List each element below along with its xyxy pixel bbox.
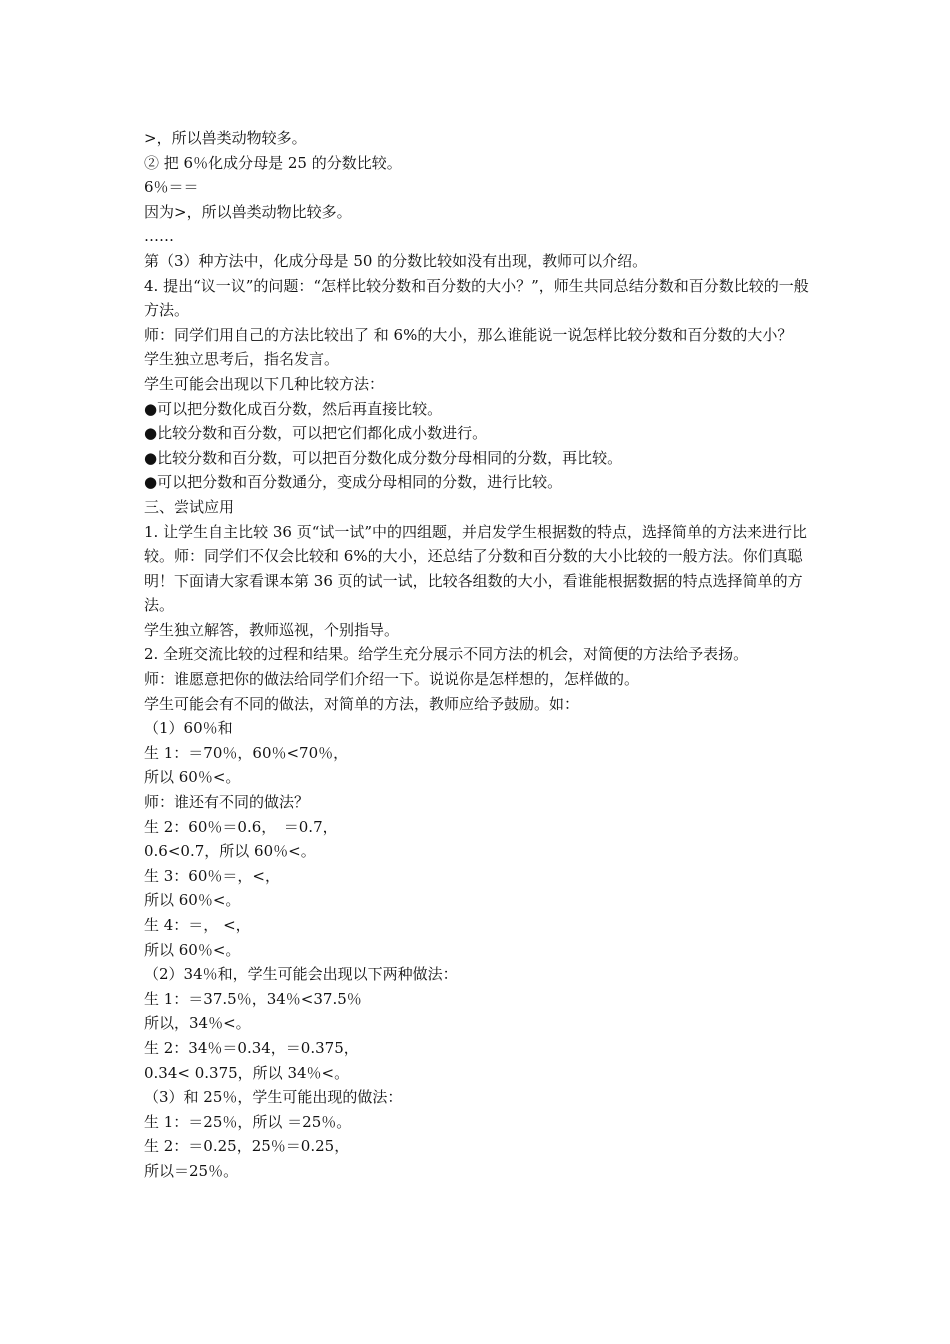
- bullet-item: ●可以把分数和百分数通分，变成分母相同的分数，进行比较。: [144, 473, 563, 492]
- paragraph: 4. 提出“议一议”的问题：“怎样比较分数和百分数的大小？”，师生共同总结分数和百分数比较的一般方法。: [144, 276, 809, 320]
- text-line: 生 1：＝37.5％，34％<37.5％: [144, 989, 362, 1008]
- bullet-item: ●比较分数和百分数，可以把百分数化成分数分母相同的分数，再比较。: [144, 448, 623, 467]
- bullet-item: ●可以把分数化成百分数，然后再直接比较。: [144, 399, 443, 418]
- text-line: 生 1：＝25％，所以 ＝25％。: [144, 1112, 352, 1131]
- text-line: >，所以兽类动物较多。: [144, 129, 307, 147]
- text-line: 所以 60％<。: [144, 940, 241, 959]
- text-line: 6％＝＝: [144, 178, 199, 197]
- text-line: 生 1：＝70％，60％<70％，: [144, 743, 349, 762]
- text-line: 所以，34％<。: [144, 1014, 251, 1033]
- text-line: 所以 60％<。: [144, 768, 241, 787]
- text-line: 生 2：60％＝0.6， ＝0.7，: [144, 817, 338, 836]
- document-page: [144, 126, 816, 1184]
- text-line: 0.6<0.7，所以 60％<。: [144, 842, 316, 861]
- text-line: 因为>，所以兽类动物比较多。: [144, 202, 352, 221]
- text-line: 第（3）种方法中，化成分母是 50 的分数比较如没有出现，教师可以介绍。: [144, 251, 648, 270]
- text-line: 生 3：60％＝，<，: [144, 866, 280, 885]
- text-line: （2）34％和，学生可能会出现以下两种做法：: [144, 965, 458, 984]
- text-line: 生 2：34％＝0.34，＝0.375，: [144, 1038, 359, 1057]
- text-line: 生 2：＝0.25，25％＝0.25，: [144, 1137, 350, 1156]
- text-line: （1）60％和: [144, 719, 233, 738]
- text-line: 师：谁还有不同的做法？: [144, 793, 310, 812]
- text-line: ② 把 6％化成分母是 25 的分数比较。: [144, 153, 402, 172]
- text-line: 2. 全班交流比较的过程和结果。给学生充分展示不同方法的机会，对简便的方法给予表扬。: [144, 645, 749, 664]
- text-line: 师：谁愿意把你的做法给同学们介绍一下。说说你是怎样想的，怎样做的。: [144, 670, 640, 689]
- text-line: 所以＝25％。: [144, 1161, 239, 1180]
- text-line: （3）和 25％，学生可能出现的做法：: [144, 1088, 403, 1107]
- text-line: 学生独立思考后，指名发言。: [144, 350, 340, 369]
- paragraph: 师：同学们用自己的方法比较出了 和 6%的大小，那么谁能说一说怎样比较分数和百分数的大小？: [144, 325, 793, 344]
- text-line: 生 4：＝， <，: [144, 916, 251, 934]
- bullet-item: ●比较分数和百分数，可以把它们都化成小数进行。: [144, 424, 488, 443]
- text-line: 学生可能会出现以下几种比较方法：: [144, 374, 385, 393]
- text-line: ……: [144, 227, 174, 246]
- text-line: 0.34< 0.375，所以 34％<。: [144, 1063, 350, 1082]
- text-line: 学生独立解答，教师巡视，个别指导。: [144, 620, 400, 639]
- paragraph: 1. 让学生自主比较 36 页“试一试”中的四组题，并启发学生根据数的特点，选择简单的方法来进行比较。师：同学们不仅会比较和 6%的大小，还总结了分数和百分数的大小比较的一般方法。你们真聪明！下面请大家看课本第 36 页的试一试，比较各组数的大小，看谁能根据数据的特点选择简单的方法。: [144, 522, 808, 615]
- text-line: 学生可能会有不同的做法，对简单的方法，教师应给予鼓励。如：: [144, 694, 580, 713]
- section-heading: 三、尝试应用: [144, 497, 235, 516]
- text-line: 所以 60％<。: [144, 891, 241, 910]
